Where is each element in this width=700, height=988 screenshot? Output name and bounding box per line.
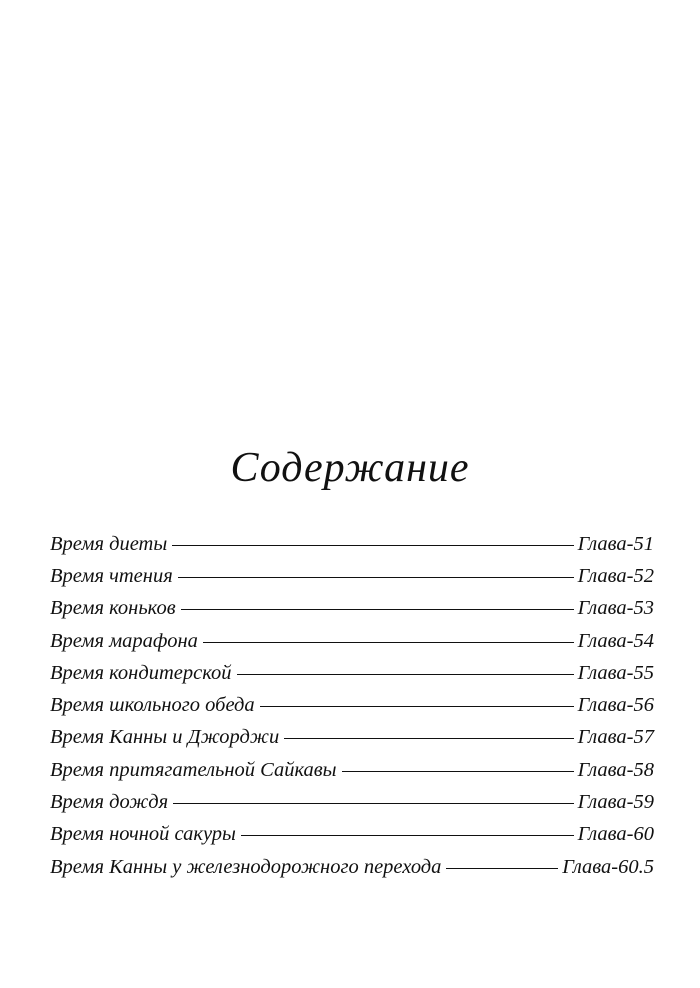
toc-leader-line — [173, 803, 573, 804]
toc-leader-line — [172, 545, 573, 546]
toc-entry-title: Время чтения — [50, 564, 173, 587]
page-title: Содержание — [230, 445, 470, 491]
toc-chapter-number: Глава-53 — [577, 597, 654, 620]
toc-chapter-number: Глава-60.5 — [562, 855, 654, 878]
toc-chapter-number: Глава-54 — [577, 629, 654, 652]
toc-leader-line — [237, 674, 574, 675]
toc-entry — [50, 657, 654, 689]
toc-leader-line — [260, 706, 574, 707]
toc-entry-title: Время диеты — [50, 532, 168, 555]
toc-entry-title: Время Канны у железнодорожного перехода — [50, 855, 442, 878]
toc-entry-title: Время кондитерской — [50, 661, 232, 684]
toc-entry — [50, 722, 654, 754]
toc-entry-title: Время дождя — [50, 791, 169, 814]
toc-chapter-number: Глава-51 — [577, 532, 654, 555]
toc-leader-line — [178, 577, 574, 578]
toc-chapter-number: Глава-59 — [577, 791, 654, 814]
toc-chapter-number: Глава-56 — [577, 694, 654, 717]
toc-entry-title: Время Канны и Джорджи — [50, 726, 280, 749]
toc-entry — [50, 528, 654, 560]
toc-chapter-number: Глава-52 — [577, 564, 654, 587]
toc-list — [50, 528, 654, 883]
toc-entry — [50, 754, 654, 786]
toc-entry-title: Время коньков — [50, 597, 176, 620]
toc-leader-line — [203, 642, 574, 643]
toc-leader-line — [181, 609, 574, 610]
toc-leader-line — [284, 738, 573, 739]
toc-chapter-number: Глава-58 — [577, 758, 654, 781]
toc-entry — [50, 819, 654, 851]
toc-entry-title: Время школьного обеда — [50, 694, 255, 717]
toc-entry — [50, 689, 654, 721]
toc-leader-line — [342, 771, 574, 772]
toc-entry — [50, 625, 654, 657]
toc-entry-title: Время ночной сакуры — [50, 823, 236, 846]
toc-chapter-number: Глава-55 — [577, 661, 654, 684]
toc-entry — [50, 593, 654, 625]
toc-leader-line — [446, 868, 558, 869]
toc-leader-line — [241, 835, 574, 836]
toc-entry-title: Время притягательной Сайкавы — [50, 758, 337, 781]
toc-entry — [50, 786, 654, 818]
toc-entry-title: Время марафона — [50, 629, 198, 652]
toc-chapter-number: Глава-60 — [577, 823, 654, 846]
toc-chapter-number: Глава-57 — [577, 726, 654, 749]
toc-entry — [50, 560, 654, 592]
toc-entry — [50, 851, 654, 883]
